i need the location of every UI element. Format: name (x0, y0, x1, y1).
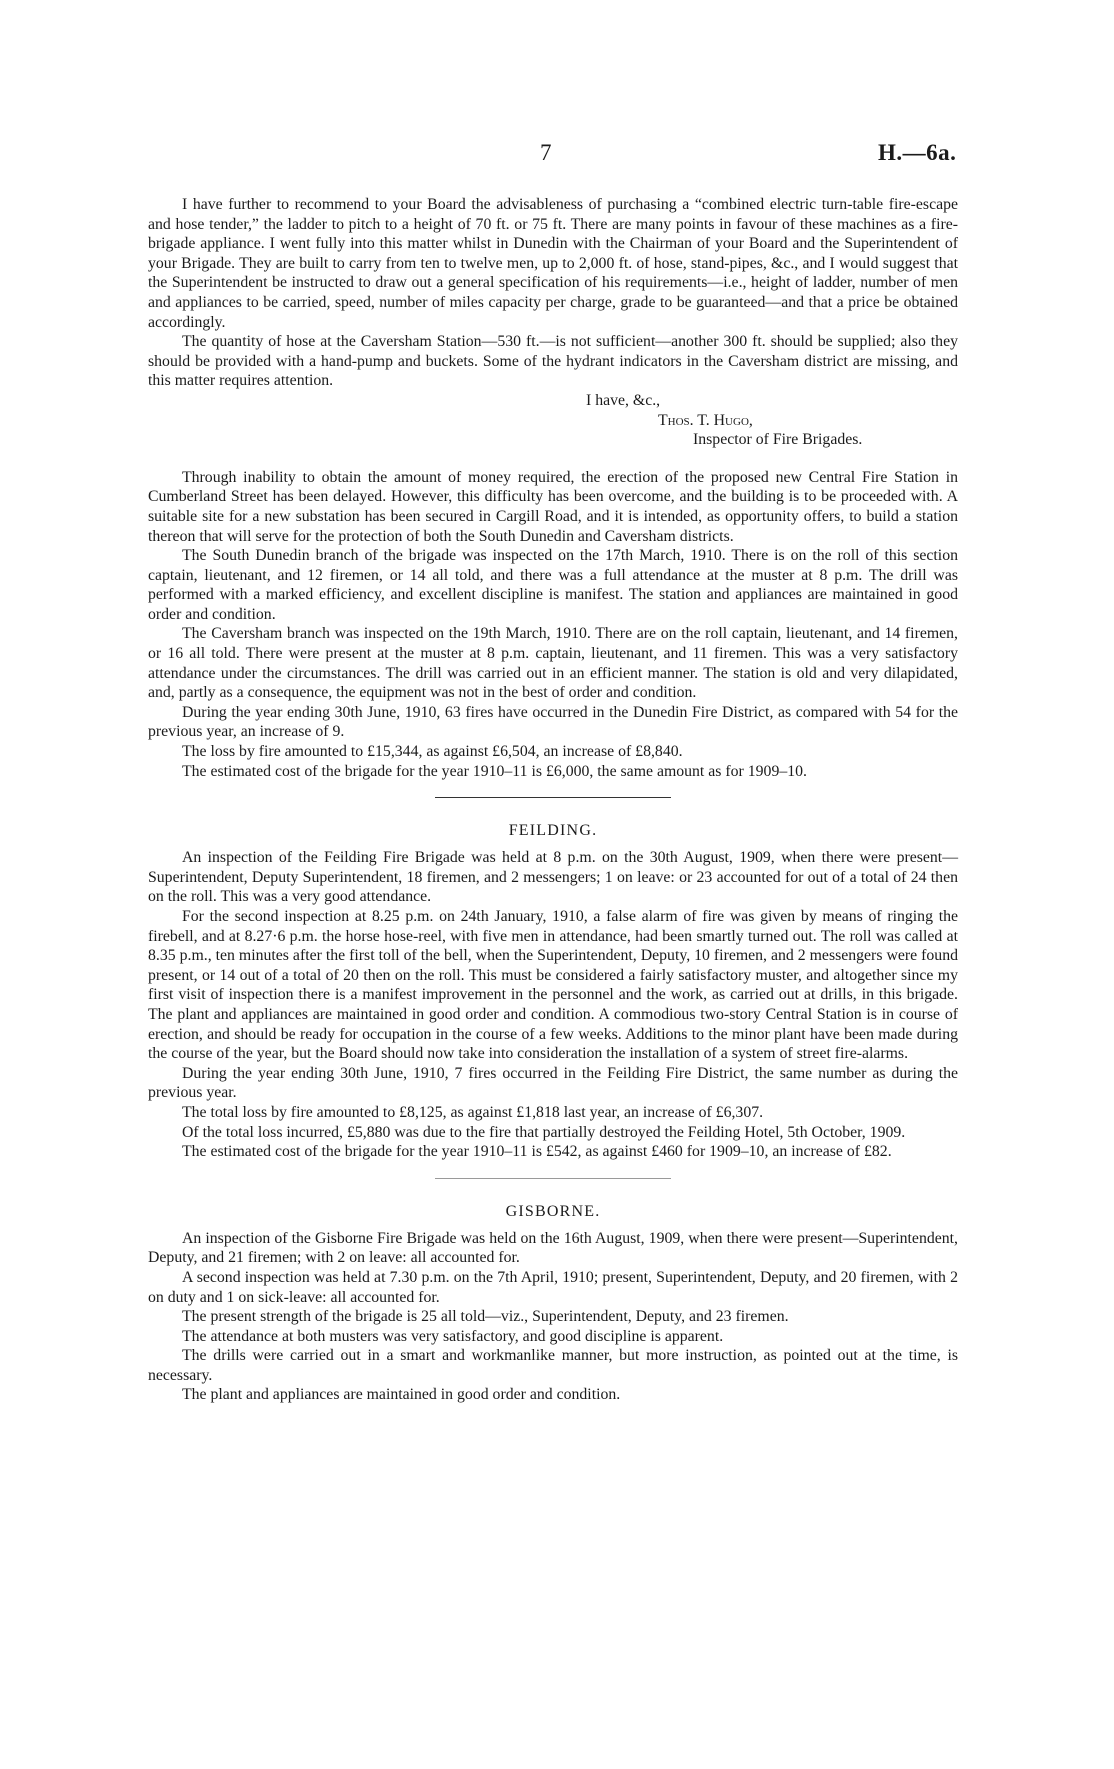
signature-title: Inspector of Fire Brigades. (693, 431, 863, 449)
paragraph: The quantity of hose at the Caversham Station—530 ft.—is not sufficient—another 300 ft. should be supplied; also they should be provided with a hand-pump and buckets. Some of the hydrant indicators in the Caversham district are missing, and this matter requires attention. (148, 333, 958, 390)
paragraph: The total loss by fire amounted to £8,125, as against £1,818 last year, an increase of £6,307. (182, 1103, 764, 1121)
paragraph: The attendance at both musters was very satisfactory, and good discipline is apparent. (182, 1327, 724, 1345)
section-heading-gisborne: GISBORNE. (505, 1202, 601, 1220)
spacer (148, 450, 958, 468)
dunedin-section (148, 468, 958, 782)
letter-section (148, 195, 958, 450)
paragraph: The drills were carried out in a smart and workmanlike manner, but more instruction, as pointed out at the time, is necessary. (148, 1347, 958, 1384)
gisborne-section (148, 1203, 958, 1405)
paragraph: Through inability to obtain the amount of money required, the erection of the proposed new Central Fire Station in Cumberland Street has been delayed. However, this difficulty has been overcome, and the building is to be proceeded with. A suitable site for a new substation has been secured in Cargill Road, and it is intended, as opportunity offers, to build a station thereon that will serve for the protection of both the South Dunedin and Caversham districts. (148, 468, 958, 545)
letter-closing: I have, &c., (586, 391, 661, 409)
paragraph: I have further to recommend to your Board the advisableness of purchasing a “combined electric turn-table fire-escape and hose tender,” the ladder to pitch to a height of 70 ft. or 75 ft. There are many points in favour of these machines as a fire-brigade appliance. I went fully into this matter whilst in Dunedin with the Chairman of your Board and the Superintendent of your Brigade. They are built to carry from ten to twelve men, up to 2,000 ft. of hose, stand-pipes, &c., and I would suggest that the Superintendent be instructed to draw out a general specification of his requirements—i.e., height of ladder, number of men and appliances to be carried, speed, number of miles capacity per charge, grade to be guaranteed—and that a price be obtained accordingly. (148, 196, 958, 331)
paragraph: For the second inspection at 8.25 p.m. on 24th January, 1910, a false alarm of fire was given by means of ringing the firebell, and at 8.27·6 p.m. the horse hose-reel, with five men in attendance, had been smartly turned out. The roll was called at 8.35 p.m., ten minutes after the first toll of the bell, when the Superintendent, Deputy, 10 firemen, and 2 messengers were found present, or 14 out of a total of 20 then on the roll. This must be considered a fairly satisfactory muster, and altogether since my first visit of inspection there is a manifest improvement in the personnel and the work, as carried out at drills, in this brigade. The plant and appliances are maintained in good order and condition. A commodious two-story Central Station is in course of erection, and should be ready for occupation in the course of a few weeks. Additions to the minor plant have been made during the course of the year, but the Board should now take into consideration the installation of a system of street fire-alarms. (148, 908, 958, 1063)
section-heading-feilding: FEILDING. (508, 822, 598, 840)
paragraph: An inspection of the Gisborne Fire Brigade was held on the 16th August, 1909, when there were present—Superintendent, Deputy, and 21 firemen; with 2 on leave: all accounted for. (148, 1229, 958, 1267)
section-divider (435, 1178, 671, 1179)
document-body (148, 195, 958, 1405)
paragraph: The plant and appliances are maintained in good order and condition. (182, 1386, 621, 1404)
section-divider (435, 797, 671, 798)
paragraph: The present strength of the brigade is 25 all told—viz., Superintendent, Deputy, and 23 firemen. (182, 1308, 789, 1326)
page-number: 7 (540, 140, 552, 165)
paragraph: The estimated cost of the brigade for the year 1910–11 is £6,000, the same amount as for 1909–10. (182, 762, 807, 780)
paragraph: During the year ending 30th June, 1910, 7 fires occurred in the Feilding Fire District, the same number as during the previous year. (148, 1064, 958, 1102)
signature-name: Thos. T. Hugo, (658, 411, 753, 429)
paragraph: The estimated cost of the brigade for the year 1910–11 is £542, as against £460 for 1909–10, an increase of £82. (182, 1143, 892, 1161)
paragraph: A second inspection was held at 7.30 p.m. on the 7th April, 1910; present, Superintendent, Deputy, and 20 firemen, with 2 on duty and 1 on sick-leave: all accounted for. (148, 1268, 958, 1306)
paragraph: The South Dunedin branch of the brigade was inspected on the 17th March, 1910. There is on the roll of this section captain, lieutenant, and 12 firemen, or 14 all told, and there was a full attendance at the muster at 8 p.m. The drill was performed with a marked efficiency, and excellent discipline is manifest. The station and appliances are maintained in good order and condition. (148, 547, 958, 623)
paragraph: During the year ending 30th June, 1910, 63 fires have occurred in the Dunedin Fire District, as compared with 54 for the previous year, an increase of 9. (148, 703, 958, 741)
paragraph: The Caversham branch was inspected on the 19th March, 1910. There are on the roll captain, lieutenant, and 14 firemen, or 16 all told. There were present at the muster at 8 p.m. captain, lieutenant, and 11 firemen. This was a very satisfactory attendance under the circumstances. The drill was carried out in an efficient manner. The station is old and very dilapidated, and, partly as a consequence, the equipment was not in the best of order and condition. (148, 625, 958, 702)
paragraph: Of the total loss incurred, £5,880 was due to the fire that partially destroyed the Feilding Hotel, 5th October, 1909. (182, 1123, 906, 1141)
paragraph: The loss by fire amounted to £15,344, as against £6,504, an increase of £8,840. (182, 743, 683, 761)
paragraph: An inspection of the Feilding Fire Brigade was held at 8 p.m. on the 30th August, 1909, when there were present—Superintendent, Deputy Superintendent, 18 firemen, and 2 messengers; 1 on leave: or 23 accounted for out of a total of 24 then on the roll. This was a very good attendance. (148, 849, 958, 906)
feilding-section (148, 822, 958, 1162)
document-reference: H.—6a. (878, 140, 957, 165)
